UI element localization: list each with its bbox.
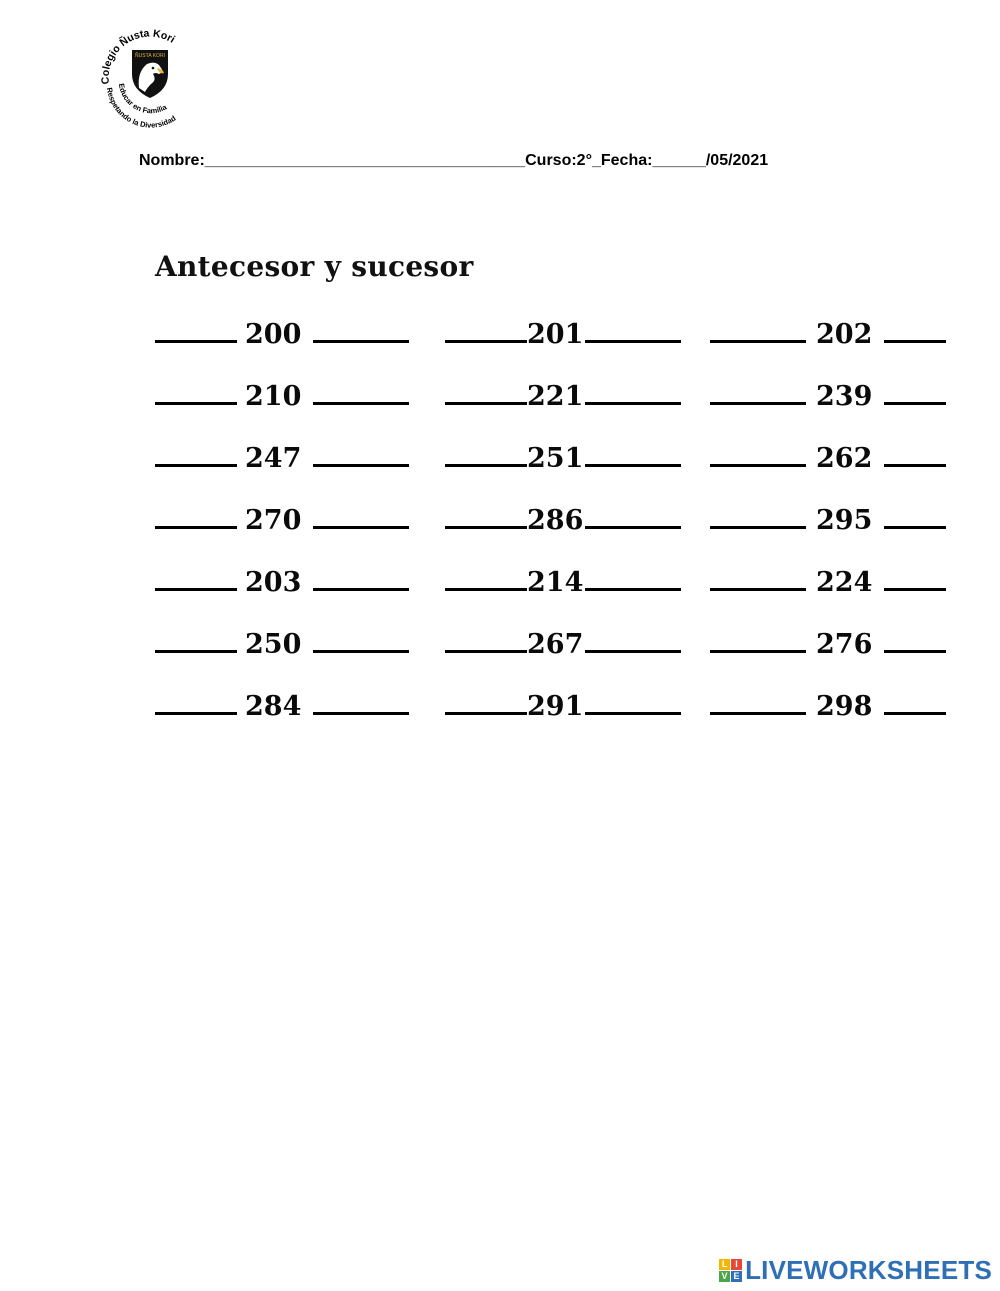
antecesor-blank[interactable] xyxy=(710,690,806,715)
sucesor-blank[interactable] xyxy=(585,690,681,715)
exercise-item xyxy=(445,690,681,730)
logo-bottom-text-1: Educar en Familia xyxy=(116,82,169,116)
antecesor-blank[interactable] xyxy=(155,318,237,343)
sucesor-blank[interactable] xyxy=(884,566,946,591)
sucesor-blank[interactable] xyxy=(313,442,409,467)
exercise-item xyxy=(445,628,681,668)
sucesor-blank[interactable] xyxy=(313,318,409,343)
exercise-row xyxy=(155,690,955,752)
worksheet-title: Antecesor y sucesor xyxy=(155,250,474,283)
exercise-item xyxy=(155,628,409,668)
fecha-blank[interactable]: ______ xyxy=(652,152,706,169)
exercise-grid xyxy=(155,318,955,752)
sucesor-blank[interactable] xyxy=(313,504,409,529)
sucesor-blank[interactable] xyxy=(585,318,681,343)
logo-bottom-text-2: Respetando la Diversidad xyxy=(104,86,178,130)
exercise-number: 286 xyxy=(527,505,584,536)
sucesor-blank[interactable] xyxy=(313,628,409,653)
exercise-number: 201 xyxy=(527,319,584,350)
sucesor-blank[interactable] xyxy=(884,628,946,653)
exercise-item xyxy=(155,442,409,482)
sucesor-blank[interactable] xyxy=(585,504,681,529)
antecesor-blank[interactable] xyxy=(155,504,237,529)
exercise-number: 295 xyxy=(816,505,873,536)
exercise-item xyxy=(445,318,681,358)
antecesor-blank[interactable] xyxy=(710,566,806,591)
exercise-number: 267 xyxy=(527,629,584,660)
exercise-number: 247 xyxy=(245,443,302,474)
nombre-label: Nombre: xyxy=(139,152,205,169)
brand-mark-letter: V xyxy=(719,1271,730,1282)
exercise-item xyxy=(155,504,409,544)
exercise-number: 210 xyxy=(245,381,302,412)
exercise-item xyxy=(155,380,409,420)
sucesor-blank[interactable] xyxy=(313,690,409,715)
brand-text: LIVEWORKSHEETS xyxy=(745,1254,992,1285)
brand-mark-letter: E xyxy=(731,1271,742,1282)
logo-shield-text: ÑUSTA KORI xyxy=(135,53,165,59)
antecesor-blank[interactable] xyxy=(445,690,527,715)
fecha-rest: /05/2021 xyxy=(705,152,769,169)
exercise-number: 239 xyxy=(816,381,873,412)
exercise-number: 291 xyxy=(527,691,584,722)
exercise-number: 214 xyxy=(527,567,584,598)
exercise-row xyxy=(155,318,955,380)
antecesor-blank[interactable] xyxy=(445,628,527,653)
liveworksheets-brand xyxy=(719,1255,992,1285)
exercise-item xyxy=(445,442,681,482)
antecesor-blank[interactable] xyxy=(445,566,527,591)
sucesor-blank[interactable] xyxy=(585,442,681,467)
exercise-number: 200 xyxy=(245,319,302,350)
exercise-item xyxy=(445,380,681,420)
antecesor-blank[interactable] xyxy=(710,318,806,343)
exercise-item xyxy=(710,628,946,668)
exercise-item xyxy=(445,566,681,606)
antecesor-blank[interactable] xyxy=(445,442,527,467)
brand-mark-letter: L xyxy=(719,1259,730,1270)
exercise-item xyxy=(710,504,946,544)
antecesor-blank[interactable] xyxy=(155,442,237,467)
exercise-row xyxy=(155,442,955,504)
antecesor-blank[interactable] xyxy=(155,690,237,715)
exercise-item xyxy=(710,442,946,482)
antecesor-blank[interactable] xyxy=(710,628,806,653)
sucesor-blank[interactable] xyxy=(884,380,946,405)
exercise-number: 262 xyxy=(816,443,873,474)
exercise-number: 251 xyxy=(527,443,584,474)
antecesor-blank[interactable] xyxy=(710,442,806,467)
exercise-row xyxy=(155,628,955,690)
exercise-number: 203 xyxy=(245,567,302,598)
sucesor-blank[interactable] xyxy=(585,628,681,653)
exercise-number: 221 xyxy=(527,381,584,412)
exercise-number: 284 xyxy=(245,691,302,722)
antecesor-blank[interactable] xyxy=(445,504,527,529)
sucesor-blank[interactable] xyxy=(884,318,946,343)
sucesor-blank[interactable] xyxy=(884,690,946,715)
exercise-row xyxy=(155,380,955,442)
exercise-item xyxy=(710,380,946,420)
antecesor-blank[interactable] xyxy=(445,318,527,343)
exercise-number: 224 xyxy=(816,567,873,598)
antecesor-blank[interactable] xyxy=(155,566,237,591)
sucesor-blank[interactable] xyxy=(585,566,681,591)
antecesor-blank[interactable] xyxy=(710,380,806,405)
exercise-number: 250 xyxy=(245,629,302,660)
school-logo xyxy=(95,22,205,132)
exercise-number: 298 xyxy=(816,691,873,722)
sucesor-blank[interactable] xyxy=(884,442,946,467)
antecesor-blank[interactable] xyxy=(155,380,237,405)
exercise-row xyxy=(155,504,955,566)
exercise-item xyxy=(155,566,409,606)
sucesor-blank[interactable] xyxy=(313,566,409,591)
exercise-item xyxy=(710,318,946,358)
antecesor-blank[interactable] xyxy=(445,380,527,405)
exercise-item xyxy=(155,690,409,730)
exercise-item xyxy=(710,690,946,730)
exercise-number: 202 xyxy=(816,319,873,350)
exercise-row xyxy=(155,566,955,628)
liveworksheets-logo-icon xyxy=(719,1259,742,1282)
exercise-item xyxy=(445,504,681,544)
brand-mark-letter: I xyxy=(731,1259,742,1270)
nombre-blank[interactable]: ____________________________________ xyxy=(204,152,526,169)
exercise-item xyxy=(155,318,409,358)
sucesor-blank[interactable] xyxy=(313,380,409,405)
exercise-number: 270 xyxy=(245,505,302,536)
exercise-item xyxy=(710,566,946,606)
sucesor-blank[interactable] xyxy=(585,380,681,405)
sucesor-blank[interactable] xyxy=(884,504,946,529)
logo-top-text: Colegio Ñusta Kori xyxy=(99,27,178,85)
exercise-number: 276 xyxy=(816,629,873,660)
eagle-shield-icon xyxy=(132,50,168,98)
student-info-line xyxy=(139,152,768,170)
antecesor-blank[interactable] xyxy=(155,628,237,653)
antecesor-blank[interactable] xyxy=(710,504,806,529)
curso-fecha-label: Curso:2°_Fecha: xyxy=(525,152,653,169)
